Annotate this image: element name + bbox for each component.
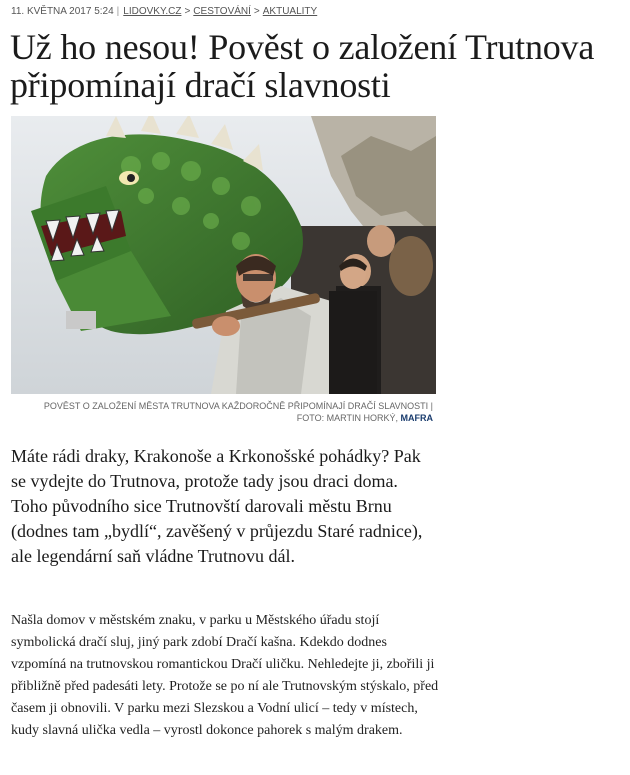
article-meta <box>11 6 317 17</box>
site-link[interactable]: LIDOVKY.CZ <box>123 6 182 17</box>
publish-date: 11. KVĚTNA 2017 5:24 <box>11 6 114 17</box>
photo-caption <box>11 400 433 424</box>
breadcrumb-separator-icon: > <box>184 6 191 17</box>
section-link-news[interactable]: AKTUALITY <box>262 6 318 17</box>
article-lead: Máte rádi draky, Krakonoše a Krkonošské pohádky? Pak se vydejte do Trutnova, protože tady jsou draci doma. Toho původního sice Trutnovští darovali městu Brnu (dodnes tam „bydlí“, zavěšený v průjezdu Staré radnice), ale legendární saň vládne Trutnovu dál. <box>11 446 423 566</box>
photo-credit <box>11 412 433 424</box>
article-title: Už ho nesou! Pověst o založení Trutnova připomínají dračí slavnosti <box>10 27 595 105</box>
breadcrumb-separator-icon: > <box>253 6 260 17</box>
section-link-travel[interactable]: CESTOVÁNÍ <box>193 6 251 17</box>
dragon-festival-photo <box>11 116 436 394</box>
meta-separator: | <box>116 6 120 17</box>
photo-credit-source[interactable]: MAFRA <box>400 413 433 423</box>
article-body-paragraph: Našla domov v městském znaku, v parku u Městského úřadu stojí symbolická dračí sluj, jiný park zdobí Dračí kašna. Kdekdo dodnes vzpomíná na trutnovskou romantickou Dračí uličku. Nehledejte ji, zbořili ji přibližně před padesáti lety. Protože se po ní ale Trutnovským stýskalo, před časem ji obnovili. V parku mezi Slezskou a Vodní ulicí – tedy v místech, kudy slavná ulička vedla – vyrostl dokonce pahorek s malým drakem. <box>11 613 439 738</box>
photo-credit-author: FOTO: MARTIN HORKÝ, <box>296 413 398 423</box>
caption-text: POVĚST O ZALOŽENÍ MĚSTA TRUTNOVA KAŽDOROČNĚ PŘIPOMÍNAJÍ DRAČÍ SLAVNOSTI | <box>43 401 433 411</box>
article-photo[interactable] <box>11 116 436 394</box>
